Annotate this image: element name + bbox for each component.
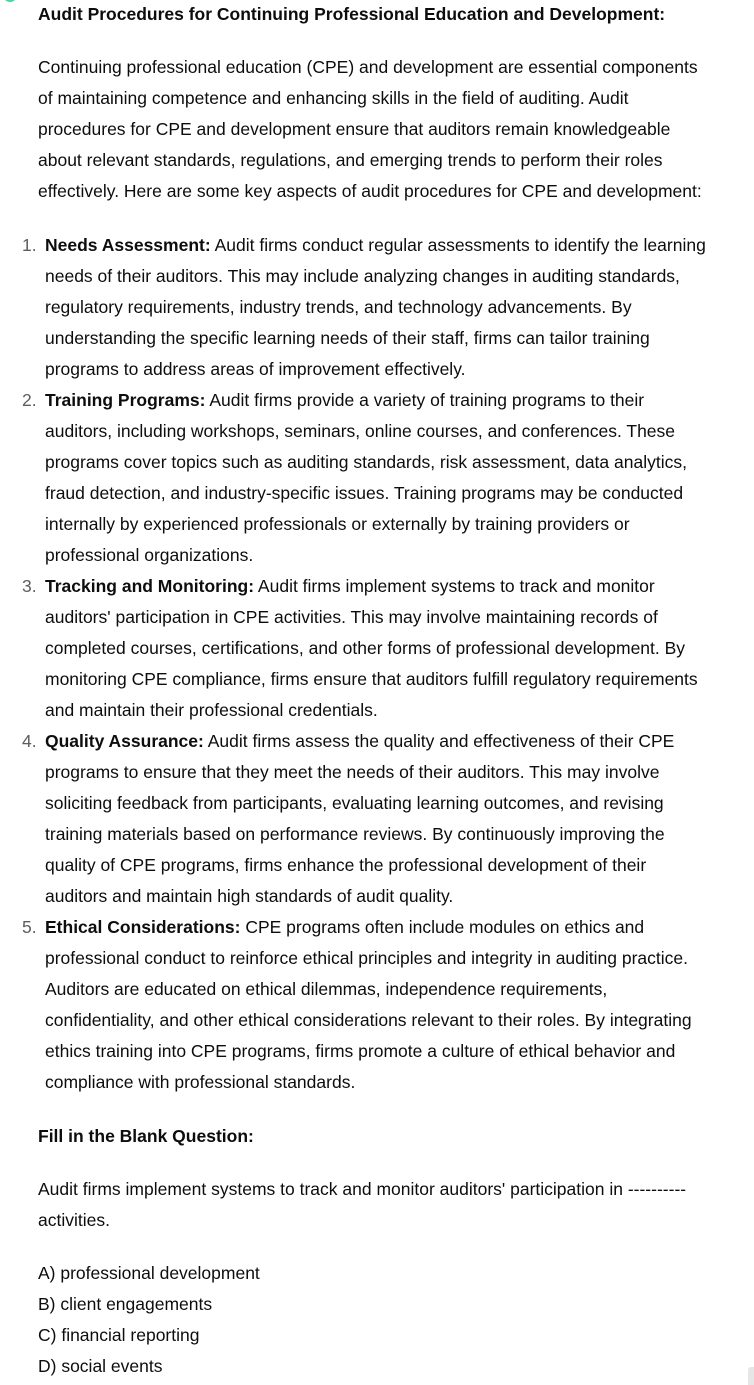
message-content: [22, 0, 710, 1382]
list-item-text: Audit firms conduct regular assessments to identify the learning needs of their auditors. This may include analyzing changes in auditing standards, regulatory requirements, industry trends, and technology advancements. By understanding the specific learning needs of their staff, firms can tailor training programs to address areas of improvement effectively.: [45, 235, 706, 379]
list-number: 3.: [22, 576, 37, 596]
list-item: [22, 912, 710, 1098]
question-heading: Fill in the Blank Question:: [38, 1126, 254, 1146]
intro-paragraph: Continuing professional education (CPE) and development are essential components of maintaining competence and enhancing skills in the field of auditing. Audit procedures for CPE and development ensure that auditors remain knowledgeable about relevant standards, regulations, and emerging trends to perform their roles effectively. Here are some key aspects of audit procedures for CPE and development:: [38, 57, 702, 201]
list-item-text: Audit firms provide a variety of training programs to their auditors, including workshops, seminars, online courses, and conferences. These programs cover topics such as auditing standards, risk assessment, data analytics, fraud detection, and industry-specific issues. Training programs may be conducted internally by experienced professionals or externally by training providers or professional organizations.: [45, 390, 687, 565]
list-number: 4.: [22, 731, 37, 751]
answer-options: [38, 1258, 710, 1382]
key-aspects-list: [22, 230, 710, 1098]
section-heading: Audit Procedures for Continuing Professional Education and Development:: [38, 4, 666, 24]
list-item-title: Quality Assurance:: [45, 731, 204, 751]
list-item: [22, 571, 710, 726]
list-number: 2.: [22, 390, 37, 410]
list-item: [22, 385, 710, 571]
list-item-text: CPE programs often include modules on ethics and professional conduct to reinforce ethical principles and integrity in auditing practice. Auditors are educated on ethical dilemmas, independence requirements, confidentiality, and other ethical considerations relevant to their roles. By integrating ethics training into CPE programs, firms promote a culture of ethical behavior and compliance with professional standards.: [45, 917, 692, 1092]
list-item-title: Training Programs:: [45, 390, 206, 410]
answer-option: D) social events: [38, 1356, 163, 1376]
list-item: [22, 230, 710, 385]
answer-option: B) client engagements: [38, 1294, 213, 1314]
list-item-title: Ethical Considerations:: [45, 917, 241, 937]
list-number: 1.: [22, 235, 37, 255]
answer-option: A) professional development: [38, 1263, 260, 1283]
list-number: 5.: [22, 917, 37, 937]
list-item: [22, 726, 710, 912]
answer-option: C) financial reporting: [38, 1325, 200, 1345]
list-item-title: Needs Assessment:: [45, 235, 211, 255]
list-item-text: Audit firms assess the quality and effectiveness of their CPE programs to ensure that they meet the needs of their auditors. This may involve soliciting feedback from participants, evaluating learning outcomes, and revising training materials based on performance reviews. By continuously improving the quality of CPE programs, firms enhance the professional development of their auditors and maintain high standards of audit quality.: [45, 731, 675, 906]
question-text: Audit firms implement systems to track and monitor auditors' participation in ---------- activities.: [38, 1179, 687, 1230]
assistant-avatar-icon: [3, 0, 17, 2]
scrollbar-thumb[interactable]: [748, 1367, 754, 1385]
list-item-text: Audit firms implement systems to track and monitor auditors' participation in CPE activities. This may involve maintaining records of completed courses, certifications, and other forms of professional development. By monitoring CPE compliance, firms ensure that auditors fulfill regulatory requirements and maintain their professional credentials.: [45, 576, 698, 720]
list-item-title: Tracking and Monitoring:: [45, 576, 255, 596]
